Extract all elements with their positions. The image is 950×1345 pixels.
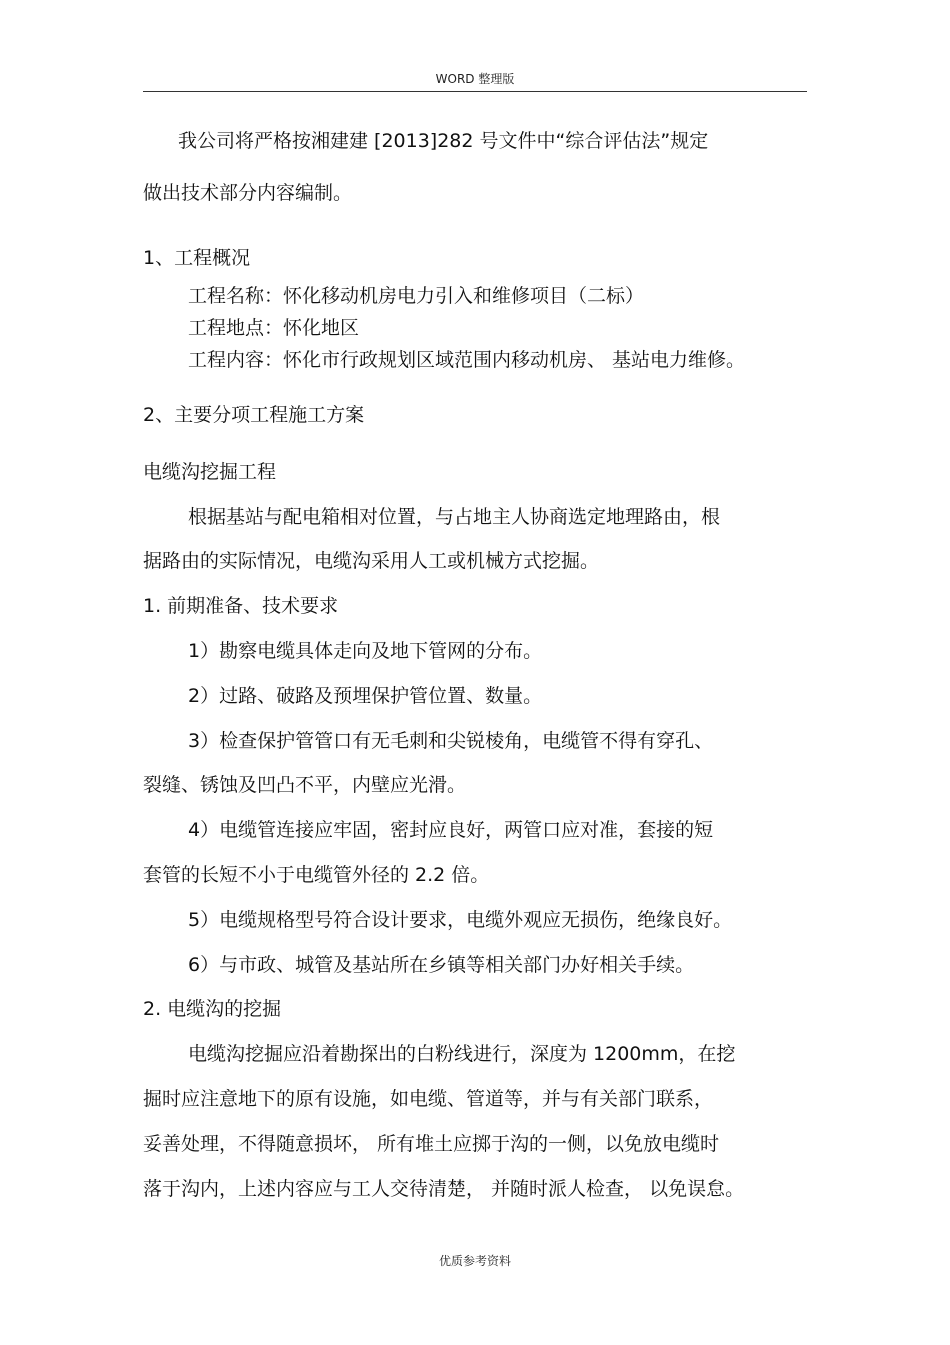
list-item: 4）电缆管连接应牢固，密封应良好，两管口应对准，套接的短: [188, 819, 714, 841]
project-content: 工程内容：怀化市行政规划区域范围内移动机房、 基站电力维修。: [188, 349, 746, 371]
paragraph-line: 做出技术部分内容编制。: [143, 182, 353, 204]
paragraph-line: 电缆沟挖掘应沿着勘探出的白粉线进行，深度为 1200mm，在挖: [188, 1043, 736, 1065]
list-item-continuation: 套管的长短不小于电缆管外径的 2.2 倍。: [143, 864, 490, 886]
page-header: WORD 整理版: [435, 72, 515, 86]
section-heading: 1、工程概况: [143, 247, 251, 269]
paragraph-line: 妥善处理，不得随意损坏， 所有堆土应掷于沟的一侧，以免放电缆时: [143, 1133, 720, 1155]
project-name: 工程名称：怀化移动机房电力引入和维修项目（二标）: [188, 285, 645, 307]
list-item: 3）检查保护管管口有无毛刺和尖锐棱角，电缆管不得有穿孔、: [188, 730, 714, 752]
paragraph-line: 落于沟内，上述内容应与工人交待清楚， 并随时派人检查， 以免误怠。: [143, 1178, 745, 1200]
page-footer: 优质参考资料: [438, 1254, 511, 1268]
list-item: 2）过路、破路及预埋保护管位置、数量。: [188, 685, 543, 707]
section-heading: 2、主要分项工程施工方案: [143, 404, 365, 426]
project-location: 工程地点：怀化地区: [188, 317, 360, 339]
header-rule: [143, 91, 807, 92]
paragraph-line: 据路由的实际情况，电缆沟采用人工或机械方式挖掘。: [143, 550, 600, 572]
paragraph-line: 掘时应注意地下的原有设施，如电缆、管道等，并与有关部门联系，: [143, 1088, 714, 1110]
subsection-heading: 1. 前期准备、技术要求: [143, 595, 339, 617]
list-item: 5）电缆规格型号符合设计要求，电缆外观应无损伤，绝缘良好。: [188, 909, 733, 931]
list-item: 6）与市政、城管及基站所在乡镇等相关部门办好相关手续。: [188, 954, 695, 976]
paragraph-line: 根据基站与配电箱相对位置，与占地主人协商选定地理路由，根: [188, 506, 721, 528]
subsection-heading: 电缆沟挖掘工程: [143, 461, 277, 483]
list-item-continuation: 裂缝、锈蚀及凹凸不平，内壁应光滑。: [143, 774, 467, 796]
subsection-heading: 2. 电缆沟的挖掘: [143, 998, 282, 1020]
list-item: 1）勘察电缆具体走向及地下管网的分布。: [188, 640, 543, 662]
paragraph-line: 我公司将严格按湘建建 [2013]282 号文件中“综合评估法”规定: [178, 130, 709, 152]
